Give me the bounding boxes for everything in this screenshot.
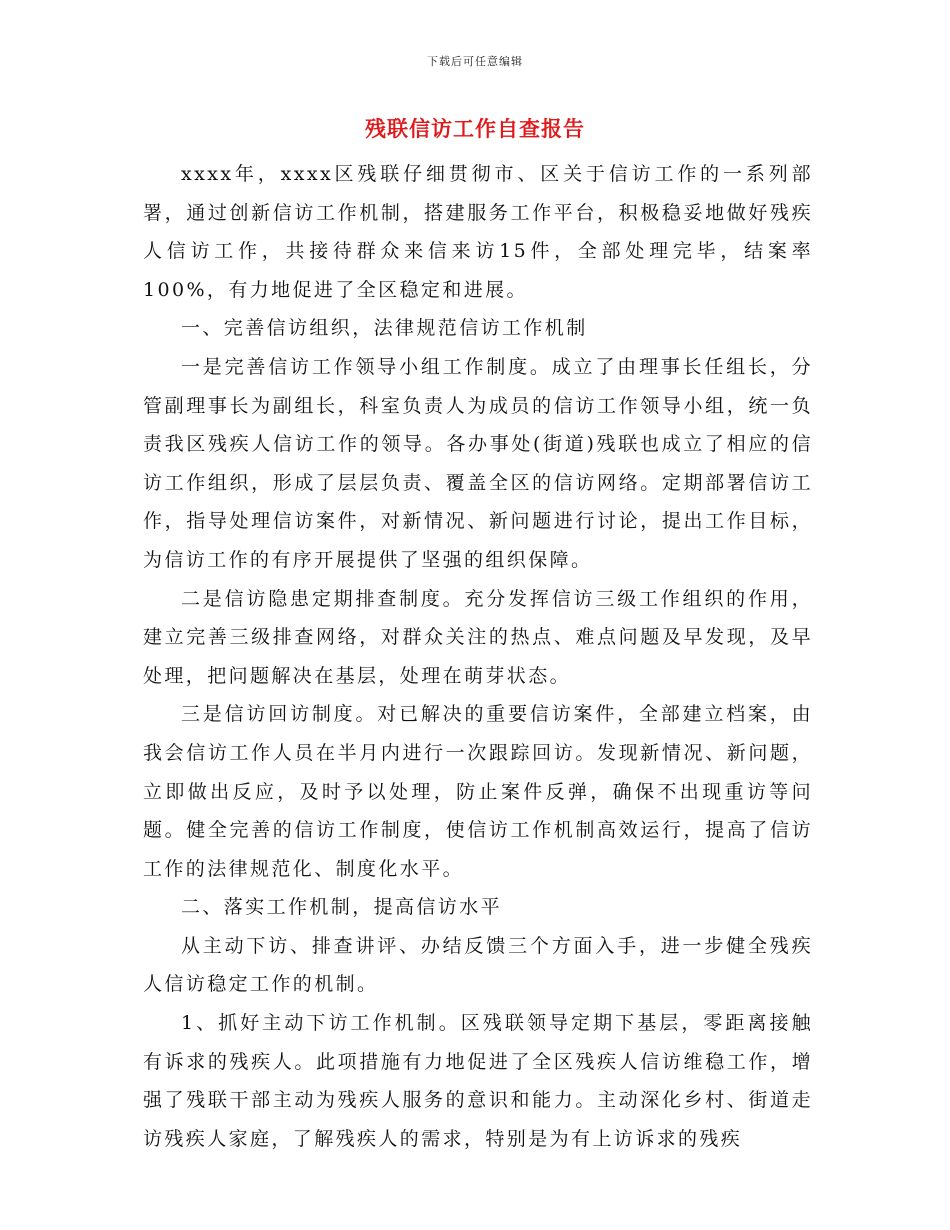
paragraph: 三是信访回访制度。对已解决的重要信访案件，全部建立档案，由我会信访工作人员在半月内进行一次跟踪回访。发现新情况、新问题，立即做出反应，及时予以处理，防止案件反弹，确保不出现重访等问题。健全完善的信访工作制度，使信访工作机制高效运行，提高了信访工作的法律规范化、制度化水平。 [143,703,813,880]
document-body [143,155,813,1158]
header-note: 下载后可任意编辑 [427,55,523,68]
paragraph-intro: xxxx年，xxxx区残联仔细贯彻市、区关于信访工作的一系列部署，通过创新信访工作机制，搭建服务工作平台，积极稳妥地做好残疾人信访工作，共接待群众来信来访15件，全部处理完毕，结案率100%，有力地促进了全区稳定和进展。 [143,163,813,301]
document-title: 残联信访工作自查报告 [365,116,585,141]
paragraph: 一是完善信访工作领导小组工作制度。成立了由理事长任组长，分管副理事长为副组长，科室负责人为成员的信访工作领导小组，统一负责我区残疾人信访工作的领导。各办事处(街道)残联也成立了相应的信访工作组织，形成了层层负责、覆盖全区的信访网络。定期部署信访工作，指导处理信访案件，对新情况、新问题进行讨论，提出工作目标，为信访工作的有序开展提供了坚强的组织保障。 [143,355,813,571]
section-heading-1: 一、完善信访组织，法律规范信访工作机制 [181,317,588,340]
section-heading-2: 二、落实工作机制，提高信访水平 [181,896,503,919]
paragraph: 1、抓好主动下访工作机制。区残联领导定期下基层，零距离接触有诉求的残疾人。此项措施有力地促进了全区残疾人信访维稳工作，增强了残联干部主动为残疾人服务的意识和能力。主动深化乡村、街道走访残疾人家庭，了解残疾人的需求，特别是为有上访诉求的残疾 [143,1012,813,1150]
paragraph: 二是信访隐患定期排查制度。充分发挥信访三级工作组织的作用，建立完善三级排查网络，对群众关注的热点、难点问题及早发现，及早处理，把问题解决在基层，处理在萌芽状态。 [143,587,813,687]
paragraph: 从主动下访、排查讲评、办结反馈三个方面入手，进一步健全残疾人信访稳定工作的机制。 [143,934,813,996]
